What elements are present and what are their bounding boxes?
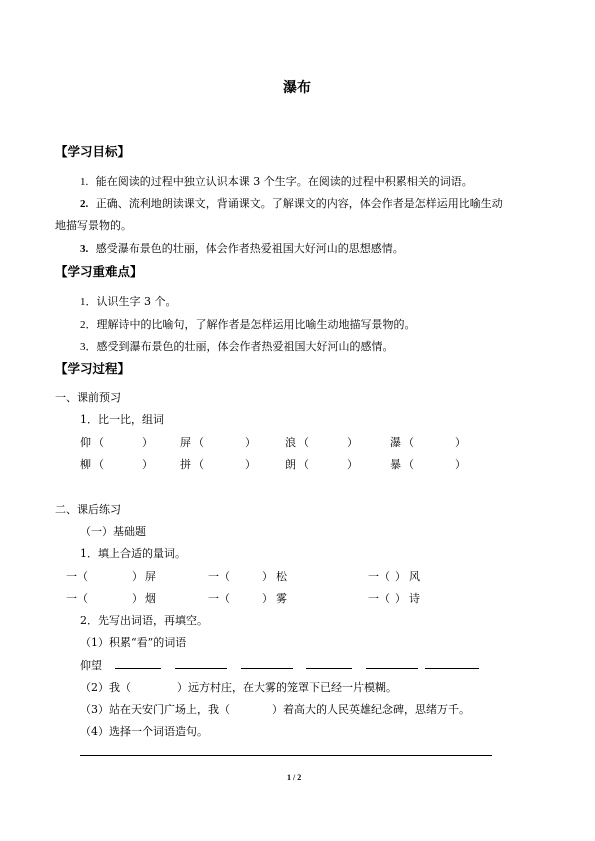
key-points-heading: 【学习重难点】	[55, 264, 143, 279]
compare-char: 柳	[80, 458, 91, 471]
open-paren: （	[403, 458, 414, 471]
close-paren: ）	[132, 592, 143, 605]
close-paren: ）	[347, 458, 358, 471]
measure-noun: 雾	[276, 592, 287, 605]
objective-item-3	[80, 243, 404, 255]
compare-char: 仰	[80, 436, 91, 449]
key-point-text: 理解诗中的比喻句，了解作者是怎样运用比喻生动地描写景物的。	[96, 318, 416, 331]
page-number: 1 / 2	[287, 773, 302, 782]
question-2-2-end: ）远方村庄，在大雾的笼罩下已经一片模糊。	[177, 681, 397, 694]
close-paren: ）	[455, 458, 466, 471]
question-2-1: （1）积累“看”的词语	[80, 636, 187, 649]
open-paren: （	[93, 436, 104, 449]
page-title: 瀑布	[283, 80, 311, 96]
objective-item-2-cont: 地描写景物的。	[55, 219, 132, 232]
measure-prefix: 一（	[66, 592, 88, 605]
compare-char: 屏	[180, 436, 191, 449]
key-point-text: 认识生字 3 个。	[96, 295, 177, 308]
close-paren: ）	[455, 436, 466, 449]
key-point-item-2	[80, 319, 416, 331]
practice-question-2: 2．先写出词语，再填空。	[80, 614, 208, 627]
writing-line	[80, 755, 492, 756]
key-point-num: 3．	[80, 341, 97, 353]
objective-num: 2.	[80, 198, 89, 210]
example-word: 仰望	[80, 659, 102, 672]
close-paren: ）	[347, 436, 358, 449]
process-heading: 【学习过程】	[55, 361, 131, 376]
measure-prefix: 一（	[66, 570, 88, 583]
answer-blank	[115, 668, 161, 669]
close-paren: ）	[262, 570, 273, 583]
compare-char: 浪	[285, 436, 296, 449]
compare-char: 拼	[180, 458, 191, 471]
compare-char: 朗	[285, 458, 296, 471]
close-paren: ）	[245, 436, 256, 449]
key-point-num: 1．	[80, 296, 97, 308]
open-paren: （	[193, 436, 204, 449]
close-paren: ）	[262, 592, 273, 605]
question-2-3-end: ）着高大的人民英雄纪念碑，思绪万千。	[272, 703, 470, 716]
practice-question-1: 1．填上合适的量词。	[80, 547, 186, 560]
answer-blank	[175, 668, 227, 669]
close-paren: ）	[245, 458, 256, 471]
measure-prefix: 一（	[368, 570, 390, 583]
objective-item-2	[80, 198, 503, 210]
open-paren: （	[193, 458, 204, 471]
objectives-heading: 【学习目标】	[55, 144, 131, 159]
question-2-2-start: （2）我（	[80, 681, 131, 694]
key-point-text: 感受到瀑布景色的壮丽，体会作者热爱祖国大好河山的感情。	[96, 340, 394, 353]
objective-text: 能在阅读的过程中独立认识本课 3 个生字。在阅读的过程中积累相关的词语。	[95, 175, 473, 188]
preview-question-1: 1．比一比，组词	[80, 413, 164, 426]
measure-prefix: 一（	[368, 592, 390, 605]
practice-label: 二、课后练习	[55, 503, 121, 516]
close-paren: ）	[132, 570, 143, 583]
close-paren: ）	[395, 592, 406, 605]
question-2-3-start: （3）站在天安门广场上，我（	[80, 703, 230, 716]
measure-prefix: 一（	[208, 592, 230, 605]
preview-label: 一、课前预习	[55, 391, 121, 404]
close-paren: ）	[142, 436, 153, 449]
compare-char: 瀑	[390, 436, 401, 449]
open-paren: （	[403, 436, 414, 449]
answer-blank	[306, 668, 352, 669]
open-paren: （	[93, 458, 104, 471]
measure-prefix: 一（	[208, 570, 230, 583]
measure-noun: 松	[276, 570, 287, 583]
answer-blank	[241, 668, 293, 669]
measure-noun: 风	[409, 570, 420, 583]
key-point-num: 2．	[80, 319, 97, 331]
answer-blank	[366, 668, 418, 669]
practice-subheading: （一）基础题	[80, 525, 146, 538]
answer-blank	[425, 668, 479, 669]
objective-item-1	[80, 176, 473, 188]
objective-num: 1.	[80, 176, 89, 188]
open-paren: （	[298, 436, 309, 449]
objective-text: 正确、流利地朗读课文，背诵课文。了解课文的内容，体会作者是怎样运用比喻生动	[95, 197, 503, 210]
objective-text: 感受瀑布景色的壮丽，体会作者热爱祖国大好河山的思想感情。	[95, 242, 404, 255]
measure-noun: 诗	[409, 592, 420, 605]
compare-char: 暴	[390, 458, 401, 471]
objective-num: 3.	[80, 243, 89, 255]
close-paren: ）	[142, 458, 153, 471]
close-paren: ）	[395, 570, 406, 583]
question-2-4: （4）选择一个词语造句。	[80, 725, 208, 738]
key-point-item-3	[80, 341, 394, 353]
open-paren: （	[298, 458, 309, 471]
measure-noun: 烟	[145, 592, 156, 605]
measure-noun: 屏	[145, 570, 156, 583]
key-point-item-1	[80, 296, 177, 308]
